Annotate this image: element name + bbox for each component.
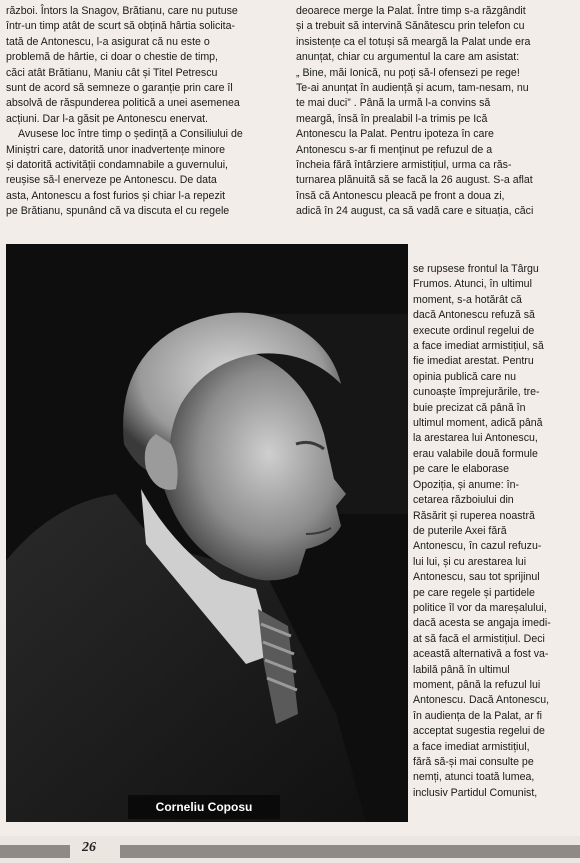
text-line: execute ordinul regelui de xyxy=(413,324,535,337)
text-line: fără să-și mai consulte pe xyxy=(413,756,534,768)
portrait-illustration xyxy=(6,244,408,822)
text-line: Antonescu. Dacă Antonescu, xyxy=(413,694,550,707)
text-line: Te-ai anunțat în audiență și acum, tam-nesam, nu xyxy=(296,82,529,95)
text-line: cetarea războiului din xyxy=(413,494,514,507)
text-line: meargă, însă în prealabil l-a trimis pe Ică xyxy=(296,112,488,125)
text-line: Antonescu, în cazul refuzu- xyxy=(413,540,542,553)
text-line: Avusese loc între timp o ședință a Consiliului de xyxy=(18,128,243,141)
text-line: Miniștri care, datorită unor inadvertențe minore xyxy=(6,143,226,156)
text-line: se rupsese frontul la Târgu xyxy=(413,263,539,275)
text-line: sunt de acord să semneze o garanție prin care îl xyxy=(6,82,233,95)
text-line: această alternativă a fost va- xyxy=(413,648,549,661)
text-line: politice îl vor da mareșalului, xyxy=(413,601,547,614)
text-line: într-un timp atât de scurt să obțină hârtia solicita- xyxy=(6,20,236,33)
text-line: a face imediat armistițiul, să xyxy=(413,340,544,353)
text-line: război. Întors la Snagov, Brătianu, care nu putuse xyxy=(6,5,238,17)
text-line: „ Bine, măi Ionică, nu poți să-l ofensezi pe rege! xyxy=(296,66,520,79)
text-line: Opoziția, și anume: în- xyxy=(413,478,519,491)
text-line: pe care le elaborase xyxy=(413,463,509,476)
photo-caption: Corneliu Coposu xyxy=(128,795,280,819)
text-line: moment, s-a hotărât că xyxy=(413,293,522,306)
text-line: încheia fără întârziere armistițiul, urma ca răs- xyxy=(296,159,512,172)
text-line: erau valabile două formule xyxy=(413,447,538,460)
text-line: și datorită activității condamnabile a guvernului, xyxy=(6,159,229,172)
text-line: inclusiv Partidul Comunist, xyxy=(413,786,538,799)
text-line: fie imediat arestat. Pentru xyxy=(413,355,534,368)
text-line: acțiuni. Dar l-a găsit pe Antonescu enervat. xyxy=(6,112,208,125)
text-line: dacă Antonescu refuză să xyxy=(413,309,535,322)
text-line: Antonescu, sau tot sprijinul xyxy=(413,571,540,584)
text-line: moment, până la refuzul lui xyxy=(413,678,541,691)
text-line: pe Brătianu, spunând că va discuta el cu regele xyxy=(6,205,230,218)
text-line: tată de Antonescu, l-a asigurat că nu este o xyxy=(6,35,210,48)
text-line: te mai duci” . Până la urmă l-a convins să xyxy=(296,97,491,110)
text-line: acceptat sugestia regelui de xyxy=(413,725,545,738)
page-number: 26 xyxy=(82,840,96,855)
text-line: asta, Antonescu a fost furios și chiar l-a repezit xyxy=(6,189,226,202)
text-line: absolvă de răspunderea politică a unei asemenea xyxy=(6,97,240,110)
right-text-column-narrow xyxy=(413,262,576,801)
text-line: căci atât Brătianu, Maniu cât și Titel Petrescu xyxy=(6,66,218,79)
text-line: dacă acesta se angaja imedi- xyxy=(413,617,551,630)
text-line: turnarea plănuită să se facă la 26 august. S-a aflat xyxy=(296,174,533,187)
right-text-column-top xyxy=(296,4,576,220)
text-line: în audiența de la Palat, ar fi xyxy=(413,709,542,722)
text-line: at să facă el armistițiul. Deci xyxy=(413,632,545,645)
text-line: Antonescu la Palat. Pentru ipoteza în care xyxy=(296,128,494,141)
text-line: labilă până în ultimul xyxy=(413,663,510,676)
portrait-photo xyxy=(6,244,408,822)
footer-rule xyxy=(120,845,580,858)
text-line: buie precizat că până în xyxy=(413,401,526,414)
text-line: pe care regele și partidele xyxy=(413,586,535,599)
text-line: Antonescu s-ar fi menținut pe refuzul de a xyxy=(296,143,493,156)
text-line: la arestarea lui Antonescu, xyxy=(413,432,538,445)
text-line: a face imediat armistițiul, xyxy=(413,740,530,753)
text-line: cunoaște împrejurările, tre- xyxy=(413,386,540,399)
text-line: și a trebuit să intervină Sănătescu prin telefon cu xyxy=(296,20,525,33)
text-line: ultimul moment, adică până xyxy=(413,417,543,430)
text-line: lui lui, și cu arestarea lui xyxy=(413,555,527,568)
text-line: Frumos. Atunci, în ultimul xyxy=(413,278,532,291)
text-line: anunțat, chiar cu argumentul la care am asistat: xyxy=(296,51,520,64)
text-line: Răsărit și ruperea noastră xyxy=(413,509,535,522)
left-text-column xyxy=(6,4,284,220)
text-line: reușise să-l enerveze pe Antonescu. De data xyxy=(6,174,217,187)
footer-rule-left xyxy=(0,845,70,858)
text-line: nemți, atunci toată lumea, xyxy=(413,771,535,784)
text-line: adică în 24 august, ca să vadă care e situația, căci xyxy=(296,205,534,218)
text-line: de puterile Axei fără xyxy=(413,524,507,537)
text-line: deoarece merge la Palat. Între timp s-a răzgândit xyxy=(296,5,526,17)
text-line: problemă de hârtie, ci doar o chestie de timp, xyxy=(6,51,218,64)
text-line: opinia publică care nu xyxy=(413,370,517,383)
text-line: însă că Antonescu pleacă pe front a doua zi, xyxy=(296,189,505,202)
text-line: insistențe ca el totuși să meargă la Palat unde era xyxy=(296,35,531,48)
